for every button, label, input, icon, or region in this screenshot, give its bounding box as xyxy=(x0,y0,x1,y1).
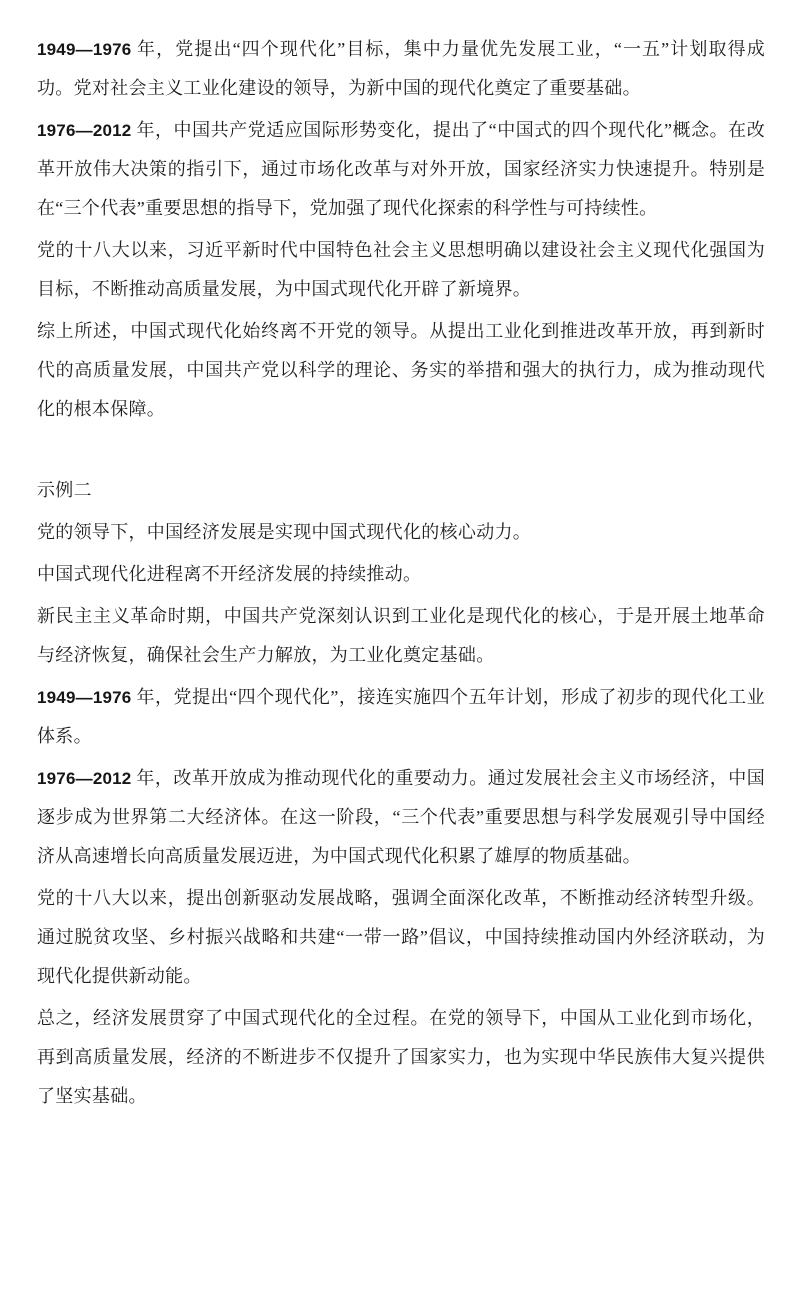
paragraph: 总之，经济发展贯穿了中国式现代化的全过程。在党的领导下，中国从工业化到市场化，再到高质量发展，经济的不断进步不仅提升了国家实力，也为实现中华民族伟大复兴提供了坚实基础。 xyxy=(37,1008,765,1106)
paragraph: 党的领导下，中国经济发展是实现中国式现代化的核心动力。 xyxy=(37,522,532,542)
section-heading: 示例二 xyxy=(37,480,92,500)
date-range: 1976—2012 xyxy=(37,769,132,788)
paragraph-text: 年，改革开放成为推动现代化的重要动力。通过发展社会主义市场经济，中国逐步成为世界第二大经济体。在这一阶段，“三个代表”重要思想与科学发展观引导中国经济从高速增长向高质量发展迈进，为中国式现代化积累了雄厚的物质基础。 xyxy=(37,768,765,866)
paragraph: 党的十八大以来，提出创新驱动发展战略，强调全面深化改革，不断推动经济转型升级。通过脱贫攻坚、乡村振兴战略和共建“一带一路”倡议，中国持续推动国内外经济联动，为现代化提供新动能。 xyxy=(37,888,765,986)
paragraph-text: 年，党提出“四个现代化”目标，集中力量优先发展工业，“一五”计划取得成功。党对社会主义工业化建设的领导，为新中国的现代化奠定了重要基础。 xyxy=(37,39,765,98)
paragraph: 中国式现代化进程离不开经济发展的持续推动。 xyxy=(37,564,422,584)
paragraph-container xyxy=(37,30,765,1116)
paragraph xyxy=(37,111,765,228)
paragraph: 新民主主义革命时期，中国共产党深刻认识到工业化是现代化的核心，于是开展土地革命与经济恢复，确保社会生产力解放，为工业化奠定基础。 xyxy=(37,606,765,665)
paragraph-text: 年，中国共产党适应国际形势变化，提出了“中国式的四个现代化”概念。在改革开放伟大决策的指引下，通过市场化改革与对外开放，国家经济实力快速提升。特别是在“三个代表”重要思想的指导下，党加强了现代化探索的科学性与可持续性。 xyxy=(37,120,765,218)
date-range: 1949—1976 xyxy=(37,40,132,59)
paragraph xyxy=(37,30,765,108)
paragraph: 党的十八大以来，习近平新时代中国特色社会主义思想明确以建设社会主义现代化强国为目标，不断推动高质量发展，为中国式现代化开辟了新境界。 xyxy=(37,240,765,299)
blank-line xyxy=(37,432,765,471)
paragraph: 综上所述，中国式现代化始终离不开党的领导。从提出工业化到推进改革开放，再到新时代的高质量发展，中国共产党以科学的理论、务实的举措和强大的执行力，成为推动现代化的根本保障。 xyxy=(37,321,765,419)
paragraph-text: 年，党提出“四个现代化”，接连实施四个五年计划，形成了初步的现代化工业体系。 xyxy=(37,687,765,746)
date-range: 1976—2012 xyxy=(37,121,132,140)
paragraph xyxy=(37,759,765,876)
paragraph xyxy=(37,678,765,756)
date-range: 1949—1976 xyxy=(37,688,132,707)
